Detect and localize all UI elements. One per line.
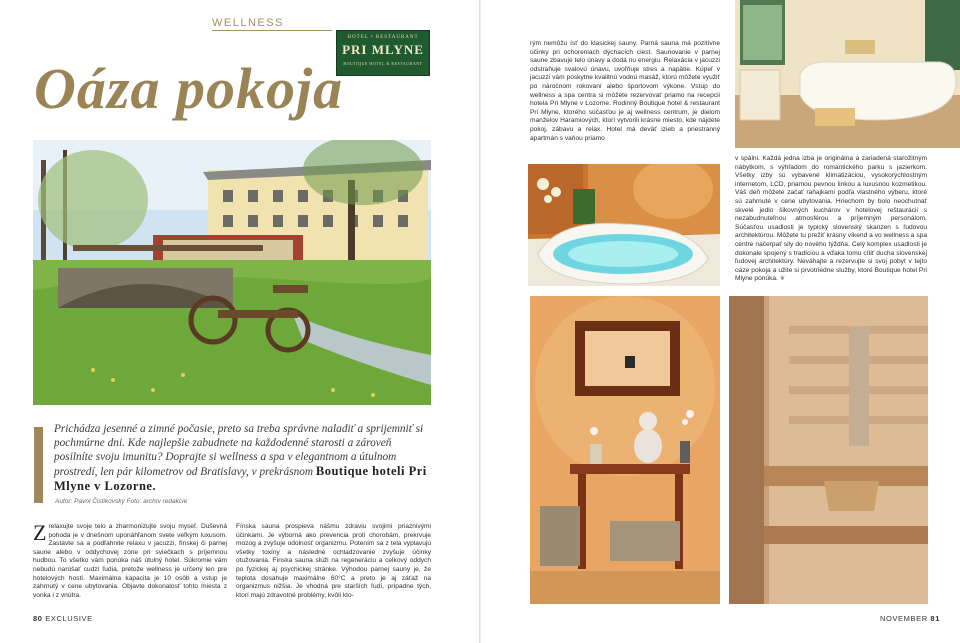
drop-cap: Z xyxy=(33,523,47,545)
lead-text: Prichádza jesenné a zimné počasie, preto sa treba správne naladiť a sprijemniť si pochmúrne dni. Kde najlepšie zabudnete na každodenné starosti a zároveň posilníte svoju imunitu? Doprajte si wellness a spa v elegantnom a útulnom prostredí, len pár kilometrov od Bratislavy, v prekrásnom xyxy=(54,423,424,478)
hotel-exterior-photo xyxy=(33,140,431,405)
lead-emphasis: Boutique hoteli Pri Mlyne v Lozorne. xyxy=(54,464,427,493)
lead-accent-bar xyxy=(34,427,43,503)
folio-left xyxy=(33,614,93,623)
body-column-4-text: v spálni. Každá jedna izba je originálna a zariadená starožitným nábytkom, s výhľadom do romantického parku s jazierkom. Všetky izby sú vybavené klimatizáciou, vysokorýchlostným internetom, LCD, priamou pevnou linkou a luxusnou kozmetikou. Váš deň môžete začať raňajkami podľa vlastného výberu, ktoré sú zahrnuté v cene ubytovania. Hriechom by bolo neochutnať skvelé jedlo šikovných kuchárov v hotelovej reštaurácii s nezabudnuteľnou atmosférou a príjemným personálom. Súčasťou usadlosti je typický slovenský skanzen s ľudovou architektúrou. Môžete tu prežiť krásny víkend a vo wellness a spa centre načerpať sily do nového týždňa. Celý komplex usadlosti je dokonale spojený s tradíciou a vďaka tomu cítiť ducha slovenskej ľudovej architektúry. Neváhajte a rezervujte si svoj pobyt v tejto oáze pokoja a užite si prvotriedne služby, ktoré Boutique hotel Pri Mlyne ponúka. xyxy=(735,155,927,283)
section-rule xyxy=(212,30,332,31)
body-column-1-text: relaxujte svoje telo a zharmonizujte svoju myseľ. Duševná pohoda je v dnešnom uponáhľanom svete veľkým luxusom. Zastavte sa a podľahnite relaxu v jacuzzi, fínskej či parnej saune alebo v oddychovej zóne pri sviečkach s príjemnou hudbou. To všetko vám ponúka náš útulný hotel. Súkromie vám nebudú narúšať cudzí ľudia, pretože wellness je určený len pre hotelových hostí. Maximálna kapacita je 10 osôb a vstup je zahrnutý v cene ubytovania. Objavte dokonalosť tohto miesta z vonka i z vnútra. xyxy=(33,523,227,599)
page-gutter xyxy=(479,0,481,643)
logo-name: PRI MLYNE xyxy=(342,42,424,57)
body-column-4 xyxy=(735,155,927,320)
lead-paragraph xyxy=(54,422,430,494)
section-label: WELLNESS xyxy=(212,17,284,29)
sauna-photo xyxy=(729,296,928,604)
body-column-3: rým nemôžu ísť do klasickej sauny. Parná sauna má pozitívne účinky pri ochoreniach dýchacích ciest. Saunovanie v parnej saune zbavuje telo únavy a dodá nu energiu. Relaxácia v jacuzzi odstraňuje svalovú únavu, uvoľňuje stres a napätie. Kúpeľ v jacuzzi vám poskytne kvalitnú vodnú masáž, ktorú môžete využiť po náročnom rokovaní alebo športovom výkone. Vstup do wellness a spa centra si môžete rezervovať priamo na recepcii hotela Pri Mlyne v Lozorne. Rodinný Boutique hotel & restaurant Pri Mlyne, ktorého súčasťou je aj wellness centrum, je dielom manželov Haramiových, ktorí vytvorili krásne miesto, kde nájdete pokoj, zábavu a relax. Hotel má deväť izieb a priestranný apartmán s vaňou priamo xyxy=(530,40,720,142)
article-title: Oáza pokoja xyxy=(34,56,344,121)
logo-top-text: HOTEL • RESTAURANT xyxy=(347,35,419,40)
page-number-left: 80 xyxy=(33,614,43,623)
issue-month: NOVEMBER xyxy=(880,614,928,623)
end-mark-icon: ❦ xyxy=(779,275,786,283)
folio-right xyxy=(880,614,940,623)
hotel-logo xyxy=(336,30,430,76)
body-column-1 xyxy=(33,523,227,605)
author-credit: Autor: Pavol Čistikovský Foto: archív redakcie xyxy=(55,498,188,505)
buddha-decor-photo xyxy=(530,296,720,604)
body-column-2: Fínska sauna prospieva nášmu zdraviu svojimi priaznivými účinkami. Je výborná ako prevencia proti chorobám, prekrvuje mozog a zvyšuje odolnosť organizmu. Potením sa z tela vyplavujú všetky toxíny a následné ochladzovanie zvyšuje účinky otužovania. Fínska sauna slúži na regeneráciu a celkový oddych po fyzickej aj psychickej stránke. Výhodou parnej sauny je, že teplota dosahuje maximálne 60°C a preto je aj záťaž na organizmus nižšia. Je vhodná pre starších ľudí, prípadne tých, ktorí majú zdravotné problémy, kvôli kto- xyxy=(236,523,431,599)
logo-sub-text: BOUTIQUE HOTEL & RESTAURANT xyxy=(343,61,423,66)
bathroom-photo xyxy=(735,0,960,148)
page-number-right: 81 xyxy=(930,614,940,623)
magazine-name: EXCLUSIVE xyxy=(45,614,93,623)
jacuzzi-photo xyxy=(528,164,720,286)
